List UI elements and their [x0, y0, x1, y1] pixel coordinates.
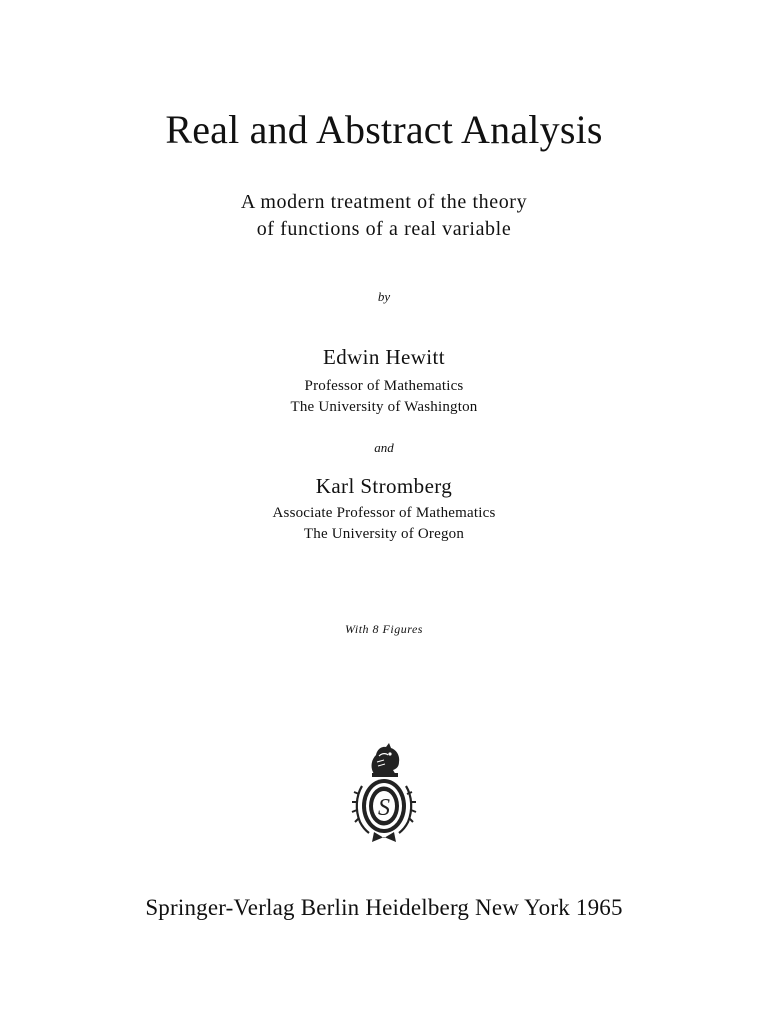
author-institution-2: The University of Oregon: [303, 526, 465, 542]
figures-note: With 8 Figures: [345, 622, 423, 636]
springer-chess-knight-seal-icon: [344, 738, 424, 850]
subtitle-line-2: of functions of a real variable: [256, 218, 512, 240]
author-position-2: Associate Professor of Mathematics: [272, 505, 496, 521]
author-name-1: Edwin Hewitt: [322, 345, 446, 369]
subtitle-line-1: A modern treatment of the theory: [240, 191, 528, 213]
book-title: Real and Abstract Analysis: [165, 107, 603, 152]
author-position-1: Professor of Mathematics: [304, 378, 464, 394]
publisher-line: Springer-Verlag Berlin Heidelberg New York 1965: [145, 895, 623, 920]
and-label: and: [374, 440, 394, 455]
by-label: by: [377, 289, 391, 304]
svg-text:S: S: [378, 795, 390, 821]
author-name-2: Karl Stromberg: [315, 474, 453, 498]
author-institution-1: The University of Washington: [290, 399, 478, 415]
